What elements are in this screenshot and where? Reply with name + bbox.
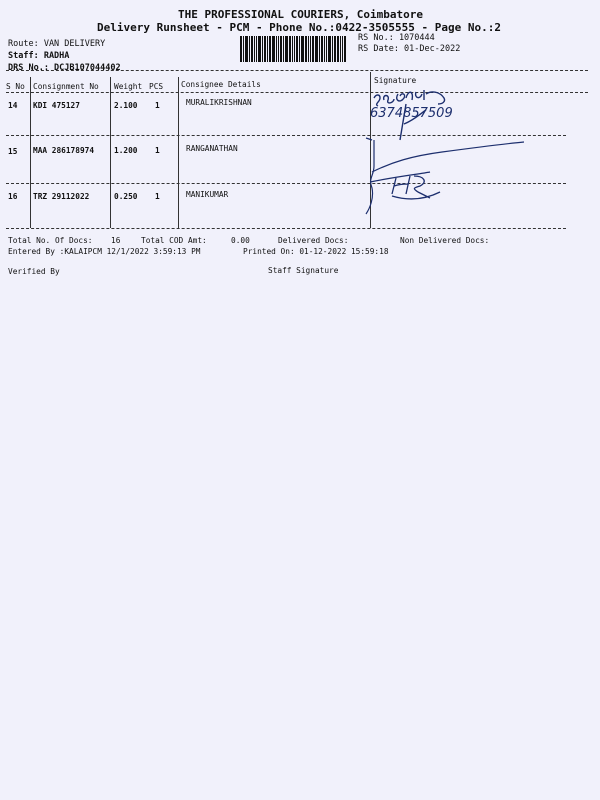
table-top-rule — [6, 70, 588, 71]
total-docs-value: 16 — [111, 236, 121, 245]
row-pcs: 1 — [155, 101, 160, 110]
table-bottom-rule — [6, 228, 566, 229]
staff-signature-label: Staff Signature — [268, 266, 339, 275]
col-header-signature: Signature — [374, 76, 417, 85]
barcode-image — [240, 36, 348, 62]
row-sno: 15 — [8, 147, 18, 156]
row-consignment-no: KDI 475127 — [33, 101, 80, 110]
entered-by: Entered By :KALAIPCM 12/1/2022 3:59:13 PM — [8, 247, 201, 256]
total-cod-value: 0.00 — [231, 236, 250, 245]
row-sno: 14 — [8, 101, 18, 110]
company-name: THE PROFESSIONAL COURIERS, Coimbatore — [178, 8, 424, 21]
row-consignee: MURALIKRISHNAN — [186, 98, 252, 107]
row-consignment-no: TRZ 29112022 — [33, 192, 90, 201]
runsheet-title: Delivery Runsheet - PCM - Phone No.:0422-3505555 - Page No.:2 — [97, 21, 501, 34]
column-divider — [30, 77, 31, 228]
row-weight: 1.200 — [114, 146, 138, 155]
row-consignee: RANGANATHAN — [186, 144, 238, 153]
col-header-weight: Weight — [114, 82, 143, 91]
row-sno: 16 — [8, 192, 18, 201]
printed-on: Printed On: 01-12-2022 15:59:18 — [243, 247, 389, 256]
handwritten-signature-2 — [356, 132, 576, 222]
non-delivered-docs-label: Non Delivered Docs: — [400, 236, 490, 245]
staff-label: Staff: RADHA — [8, 51, 70, 61]
route-label: Route: VAN DELIVERY — [8, 39, 106, 49]
column-divider — [178, 77, 179, 228]
col-header-consignment: Consignment No — [33, 82, 99, 91]
drs-number: DRS No.: DCJB107044402 — [8, 63, 121, 73]
col-header-sno: S No — [6, 82, 25, 91]
verified-by-label: Verified By — [8, 267, 60, 276]
row-consignment-no: MAA 286178974 — [33, 146, 95, 155]
col-header-pcs: PCS — [149, 82, 164, 91]
handwritten-phone: 6374857509 — [370, 106, 453, 121]
row-pcs: 1 — [155, 192, 160, 201]
column-divider — [110, 77, 111, 228]
row-consignee: MANIKUMAR — [186, 190, 229, 199]
row-weight: 0.250 — [114, 192, 138, 201]
row-weight: 2.100 — [114, 101, 138, 110]
total-cod-label: Total COD Amt: — [141, 236, 207, 245]
delivered-docs-label: Delivered Docs: — [278, 236, 349, 245]
col-header-consignee: Consignee Details — [181, 80, 261, 89]
row-pcs: 1 — [155, 146, 160, 155]
rs-number: RS No.: 1070444 — [358, 33, 435, 43]
total-docs-label: Total No. Of Docs: — [8, 236, 93, 245]
rs-date: RS Date: 01-Dec-2022 — [358, 44, 461, 54]
